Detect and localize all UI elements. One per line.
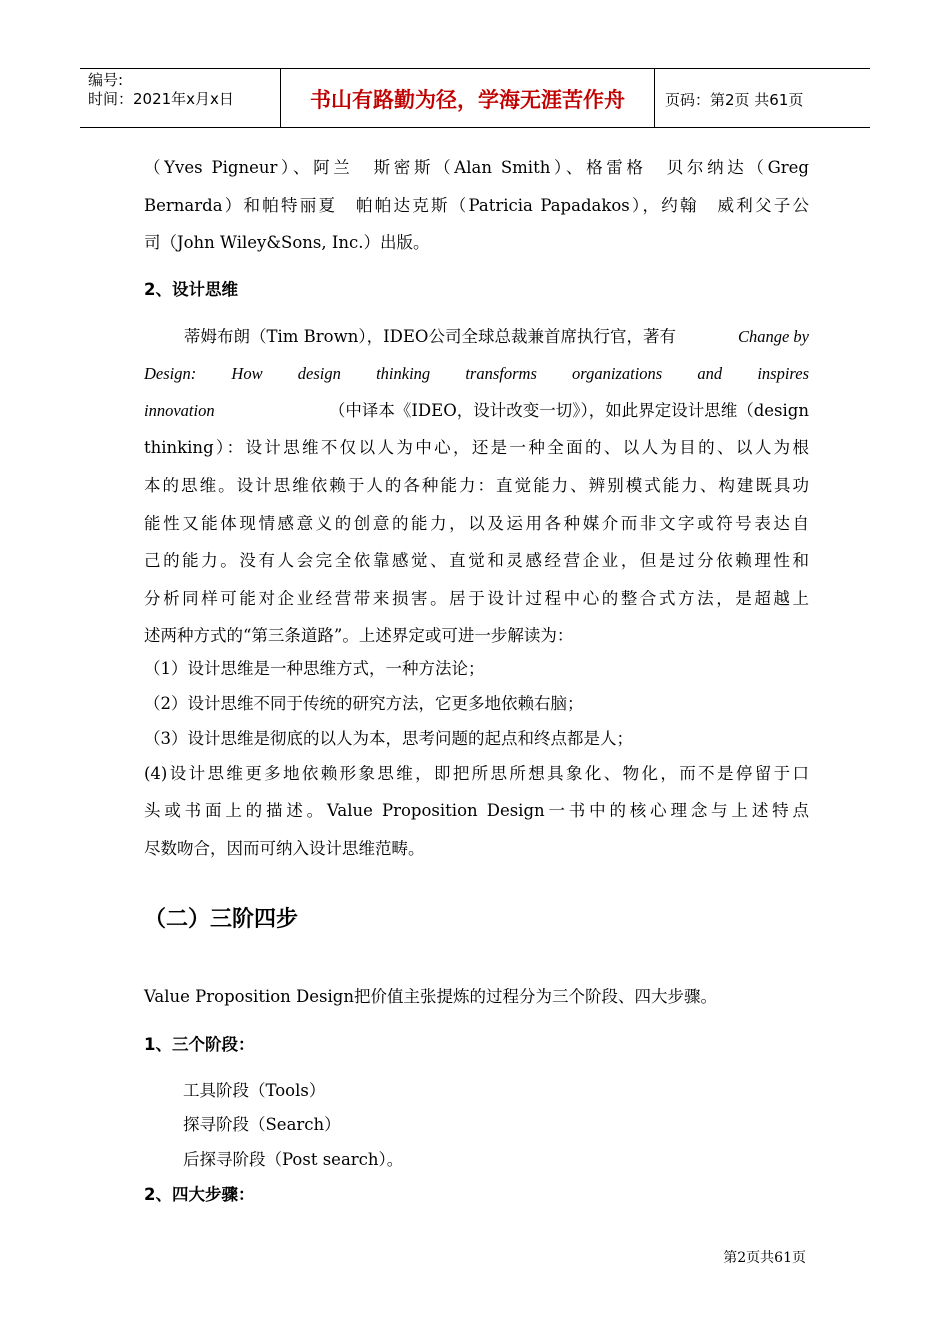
body-line: 述两种方式的“第三条道路”。上述界定或可进一步解读为：	[144, 626, 574, 645]
section-heading: 2、四大步骤：	[144, 1185, 255, 1204]
list-item: （3）设计思维是彻底的以人为本，思考问题的起点和终点都是人；	[144, 729, 633, 748]
chapter-heading: （二）三阶四步	[144, 907, 299, 932]
body-line: 能性又能体现情感意义的创意的能力，以及运用各种媒介而非文字或符号表达自	[144, 514, 809, 533]
book-title-text: Change by	[737, 327, 809, 346]
header-motto: 书山有路勤为径，学海无涯苦作舟	[281, 69, 655, 127]
list-item: （2）设计思维不同于传统的研究方法，它更多地依赖右脑；	[144, 694, 584, 713]
body-line: 司（John Wiley&Sons, Inc.）出版。	[144, 233, 430, 252]
body-line	[144, 399, 809, 423]
body-line: thinking）：设计思维不仅以人为中心，还是一种全面的、以人为目的、以人为根	[144, 438, 809, 457]
section-heading: 1、三个阶段：	[144, 1035, 255, 1054]
body-line: Value Proposition Design把价值主张提炼的过程分为三个阶段、四大步骤。	[144, 987, 717, 1006]
list-item: (4)设计思维更多地依赖形象思维，即把所思所想具象化、物化，而不是停留于口	[144, 764, 809, 783]
list-item: 后探寻阶段（Post search）。	[183, 1150, 404, 1169]
body-line: （Yves Pigneur）、阿兰 斯密斯（Alan Smith）、格雷格 贝尔纳达（Greg	[144, 158, 809, 177]
section-heading: 2、设计思维	[144, 280, 238, 299]
body-line: Bernarda）和帕特丽夏 帕帕达克斯（Patricia Papadakos），约翰 威利父子公	[144, 196, 809, 215]
header-meta	[80, 69, 281, 127]
body-line: 本的思维。设计思维依赖于人的各种能力：直觉能力、辨别模式能力、构建既具功	[144, 476, 809, 495]
body-line	[144, 325, 809, 349]
list-item: 尽数吻合，因而可纳入设计思维范畴。	[144, 839, 425, 858]
page-footer: 第2页共61页	[723, 1250, 806, 1266]
body-text: 蒂姆布朗（Tim Brown），IDEO公司全球总裁兼首席执行官，著有	[184, 327, 676, 346]
document-time-label: 时间：2021年x月x日	[88, 90, 234, 108]
page-header	[80, 68, 870, 128]
body-line: 己的能力。没有人会完全依靠感觉、直觉和灵感经营企业，但是过分依赖理性和	[144, 551, 809, 570]
list-item: （1）设计思维是一种思维方式，一种方法论；	[144, 659, 485, 678]
body-text: （中译本《IDEO，设计改变一切》），如此界定设计思维（design	[328, 401, 809, 420]
book-title-line: Design: How design thinking transforms organizations and inspires	[144, 364, 809, 383]
list-item: 头或书面上的描述。Value Proposition Design一书中的核心理念与上述特点	[144, 801, 809, 820]
list-item: 工具阶段（Tools）	[183, 1081, 326, 1100]
header-page-label: 页码：第2页 共61页	[665, 90, 804, 109]
list-item: 探寻阶段（Search）	[183, 1115, 341, 1134]
document-number-label: 编号:	[88, 71, 124, 89]
book-title-text: innovation	[144, 401, 215, 420]
body-line: 分析同样可能对企业经营带来损害。居于设计过程中心的整合式方法，是超越上	[144, 589, 809, 608]
